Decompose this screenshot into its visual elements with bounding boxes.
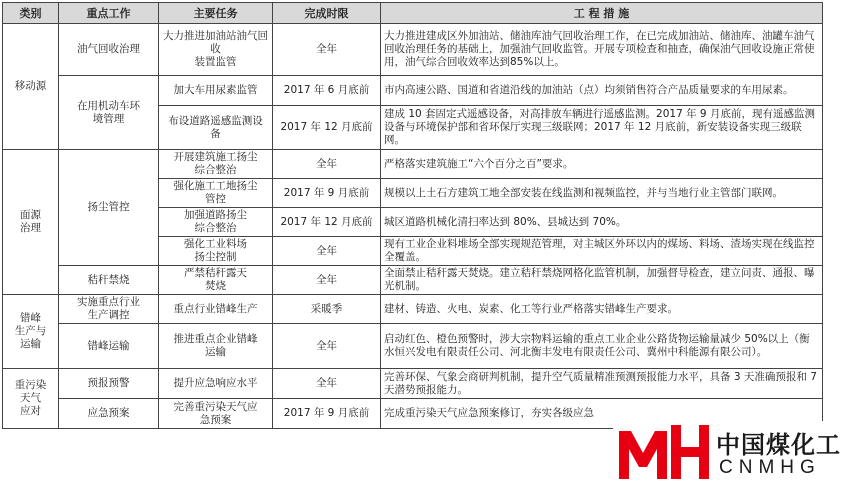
table-row	[3, 24, 823, 76]
table-row	[3, 295, 823, 324]
task-cell: 重点行业错峰生产	[159, 295, 273, 324]
header-measures: 工 程 措 施	[381, 3, 823, 24]
deadline-cell: 全年	[273, 237, 381, 266]
task-cell: 提升应急响应水平	[159, 369, 273, 399]
category-cell: 面源 治理	[3, 150, 59, 295]
deadline-cell: 全年	[273, 369, 381, 399]
deadline-cell: 2017 年 6 月底前	[273, 76, 381, 106]
task-cell: 严禁秸秆露天 焚烧	[159, 266, 273, 295]
deadline-cell: 全年	[273, 24, 381, 76]
measure-cell: 规模以上土石方建筑工地全部安装在线监测和视频监控，并与当地行业主管部门联网。	[381, 179, 823, 208]
task-cell: 推进重点企业错峰 运输	[159, 324, 273, 369]
measure-cell: 全面禁止秸秆露天焚烧。建立秸秆禁烧网格化监管机制，加强督导检查，建立问责、通报、曝光机制。	[381, 266, 823, 295]
measure-cell: 建成 10 套固定式遥感设备，对高排放车辆进行遥感监测。2017 年 9 月底前，现有遥感监测设备与环境保护部和省环保厅实现三级联网；2017 年 12 月底前，新安装设备实现三级联网。	[381, 106, 823, 150]
task-cell: 开展建筑施工扬尘 综合整治	[159, 150, 273, 179]
task-cell: 强化工业料场 扬尘控制	[159, 237, 273, 266]
measure-cell: 启动红色、橙色预警时，涉大宗物料运输的重点工业企业公路货物运输量减少 50%以上（衡水恒兴发电有限责任公司、河北衡丰发电有限责任公司、冀州中科能源有限公司）。	[381, 324, 823, 369]
header-key-work: 重点工作	[59, 3, 159, 24]
key-work-cell: 秸秆禁烧	[59, 266, 159, 295]
measure-cell: 严格落实建筑施工“六个百分之百”要求。	[381, 150, 823, 179]
task-cell: 加强道路扬尘 综合整治	[159, 208, 273, 237]
key-work-cell: 错峰运输	[59, 324, 159, 369]
watermark-name-cn: 中国煤化工	[716, 431, 841, 459]
deadline-cell: 全年	[273, 266, 381, 295]
key-work-cell: 应急预案	[59, 399, 159, 429]
deadline-cell: 全年	[273, 324, 381, 369]
header-category: 类别	[3, 3, 59, 24]
cnmhg-logo-icon	[617, 423, 712, 481]
measure-cell: 建材、铸造、火电、炭素、化工等行业严格落实错峰生产要求。	[381, 295, 823, 324]
table-row	[3, 369, 823, 399]
deadline-cell: 2017 年 9 月底前	[273, 179, 381, 208]
watermark-logo	[613, 421, 841, 484]
category-cell: 错峰 生产与 运输	[3, 295, 59, 369]
measure-cell: 现有工业企业料堆场全部实现规范管理，对主城区外环以内的煤场、料场、渣场实现在线监控全覆盖。	[381, 237, 823, 266]
deadline-cell: 采暖季	[273, 295, 381, 324]
key-work-cell: 实施重点行业 生产调控	[59, 295, 159, 324]
category-cell: 重污染 天气 应对	[3, 369, 59, 429]
task-cell: 强化施工工地扬尘 管控	[159, 179, 273, 208]
key-work-cell: 预报预警	[59, 369, 159, 399]
measure-cell: 完善环保、气象会商研判机制，提升空气质量精准预测预报能力水平，具备 3 天准确预报和 7 天潜势预报能力。	[381, 369, 823, 399]
watermark-name-en: CNMHG	[719, 457, 821, 478]
measure-cell: 大力推进建成区外加油站、储油库油气回收治理工作，在已完成加油站、储油库、油罐车油气回收治理任务的基础上，加强油气回收监管。开展专项检查和抽查，确保油气回收设施正常使用，油气综合回收效率达到85%以上。	[381, 24, 823, 76]
table-row	[3, 150, 823, 179]
plan-table	[2, 2, 823, 429]
table-row	[3, 76, 823, 106]
table-header-row	[3, 3, 823, 24]
measure-cell: 完成重污染天气应急预案修订，夯实各级应急	[381, 399, 823, 429]
header-task: 主要任务	[159, 3, 273, 24]
table-row	[3, 266, 823, 295]
task-cell: 加大车用尿素监管	[159, 76, 273, 106]
deadline-cell: 2017 年 9 月底前	[273, 399, 381, 429]
key-work-cell: 在用机动车环 境管理	[59, 76, 159, 150]
task-cell: 大力推进加油站油气回收 装置监管	[159, 24, 273, 76]
key-work-cell: 扬尘管控	[59, 150, 159, 266]
task-cell: 完善重污染天气应 急预案	[159, 399, 273, 429]
key-work-cell: 油气回收治理	[59, 24, 159, 76]
deadline-cell: 全年	[273, 150, 381, 179]
measure-cell: 市内高速公路、国道和省道沿线的加油站（点）均须销售符合产品质量要求的车用尿素。	[381, 76, 823, 106]
deadline-cell: 2017 年 12 月底前	[273, 106, 381, 150]
table-row	[3, 324, 823, 369]
header-deadline: 完成时限	[273, 3, 381, 24]
task-cell: 布设道路遥感监测设 备	[159, 106, 273, 150]
measure-cell: 城区道路机械化清扫率达到 80%、县城达到 70%。	[381, 208, 823, 237]
deadline-cell: 2017 年 12 月底前	[273, 208, 381, 237]
category-cell: 移动源	[3, 24, 59, 150]
